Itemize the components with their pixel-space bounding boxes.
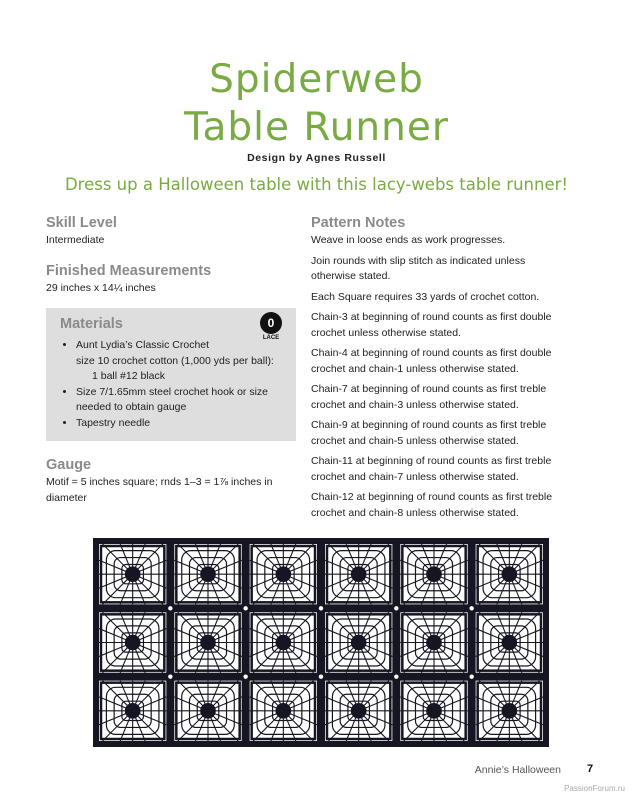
pattern-note: Chain-12 at beginning of round counts as first treble crochet and chain-8 unless otherwise stated. — [311, 491, 553, 519]
web-center — [351, 566, 367, 582]
watermark: PassionForum.ru — [564, 784, 625, 793]
finished-measurements-heading: Finished Measurements — [46, 262, 212, 279]
right-column — [311, 213, 573, 526]
materials-item-detail: size 10 crochet cotton (1,000 yds per ball): — [76, 354, 274, 367]
publication-name: Annie’s Halloween — [474, 764, 561, 776]
designer-byline: Design by Agnes Russell — [247, 152, 386, 164]
web-center — [501, 635, 517, 651]
gauge-value: Motif = 5 inches square; rnds 1–3 = 1⅞ inches in diameter — [46, 476, 273, 504]
web-center — [200, 703, 216, 719]
materials-item — [76, 416, 286, 432]
gauge-section — [46, 455, 296, 506]
skill-level-heading: Skill Level — [46, 215, 117, 231]
materials-heading: Materials — [60, 316, 123, 332]
web-center — [275, 635, 291, 651]
skill-level-section — [46, 213, 296, 249]
skill-level-value: Intermediate — [46, 234, 105, 246]
pattern-note: Chain-9 at beginning of round counts as first treble crochet and chain-5 unless otherwise stated. — [311, 419, 547, 447]
materials-item — [76, 338, 286, 385]
join-dot — [168, 606, 172, 610]
web-center — [351, 635, 367, 651]
pattern-notes-heading: Pattern Notes — [311, 215, 406, 231]
materials-item-detail: needed to obtain gauge — [76, 401, 187, 413]
web-center — [275, 566, 291, 582]
left-column — [46, 213, 296, 518]
yarn-weight-label: LACE — [262, 335, 280, 341]
join-dot — [243, 606, 247, 610]
join-dot — [394, 606, 398, 610]
join-dot — [243, 674, 247, 678]
web-center — [351, 703, 367, 719]
web-center — [426, 703, 442, 719]
page-number: 7 — [587, 763, 594, 775]
pattern-note: Each Square requires 33 yards of crochet cotton. — [311, 290, 540, 303]
tagline: Dress up a Halloween table with this lacy-webs table runner! — [64, 175, 569, 194]
pattern-note: Chain-11 at beginning of round counts as first treble crochet and chain-7 unless otherwise stated. — [311, 455, 552, 483]
web-center — [275, 703, 291, 719]
join-dot — [394, 674, 398, 678]
title-line-2: Table Runner — [184, 105, 449, 150]
pattern-notes-list — [311, 233, 573, 521]
gauge-heading: Gauge — [46, 457, 92, 473]
materials-box — [46, 308, 296, 441]
web-center — [501, 703, 517, 719]
finished-measurements-value: 29 inches x 14¼ inches — [46, 281, 156, 294]
web-center — [501, 566, 517, 582]
materials-item-text: Tapestry needle — [76, 416, 151, 429]
lace-weight-icon — [256, 312, 286, 346]
join-dot — [469, 674, 473, 678]
pattern-note: Chain-3 at beginning of round counts as first double crochet unless otherwise stated. — [311, 311, 552, 339]
join-dot — [319, 674, 323, 678]
web-center — [125, 566, 141, 582]
join-dot — [168, 674, 172, 678]
web-center — [426, 635, 442, 651]
pattern-note: Chain-4 at beginning of round counts as first double crochet and chain-1 unless otherwise stated. — [311, 347, 552, 375]
pattern-note: Join rounds with slip stitch as indicated unless otherwise stated. — [311, 254, 526, 282]
materials-item-detail: 1 ball #12 black — [92, 370, 165, 382]
web-center — [125, 703, 141, 719]
yarn-weight-number: 0 — [260, 312, 282, 334]
materials-item — [76, 385, 286, 416]
pattern-note: Weave in loose ends as work progresses. — [311, 234, 506, 246]
web-center — [200, 635, 216, 651]
finished-measurements-section — [46, 261, 296, 297]
web-center — [426, 566, 442, 582]
pattern-note: Chain-7 at beginning of round counts as first treble crochet and chain-3 unless otherwise stated. — [311, 383, 547, 411]
web-center — [125, 635, 141, 651]
materials-list — [60, 338, 286, 431]
web-center — [200, 566, 216, 582]
materials-item-text: Size 7/1.65mm steel crochet hook or size — [76, 385, 269, 398]
table-runner-photo — [93, 538, 549, 747]
title-line-1: Spiderweb — [209, 57, 424, 102]
join-dot — [319, 606, 323, 610]
join-dot — [469, 606, 473, 610]
materials-item-text: Aunt Lydia’s Classic Crochet — [76, 339, 210, 351]
